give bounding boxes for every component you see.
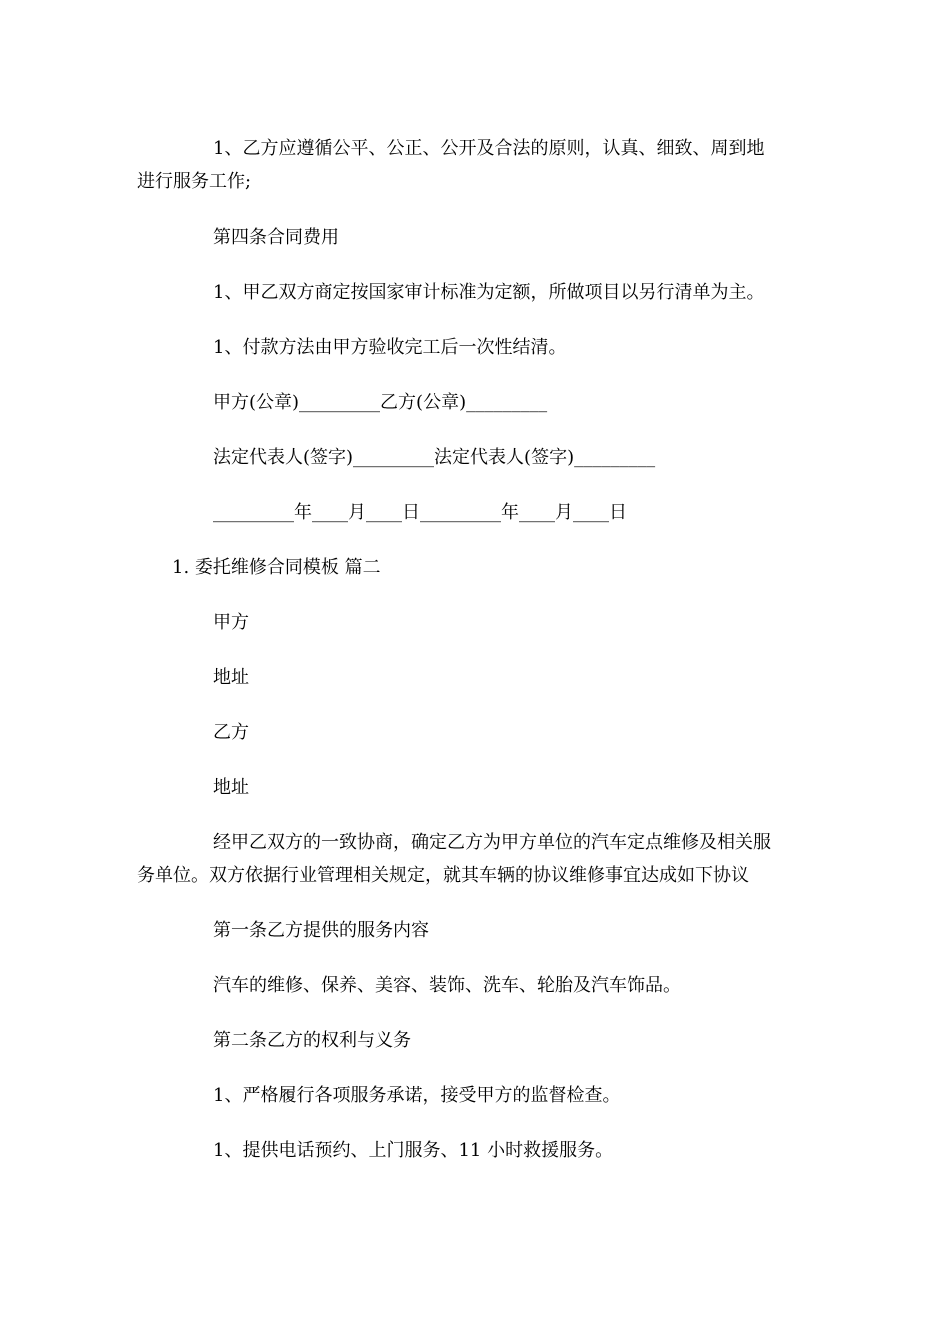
party-a-address-label: 地址 — [213, 667, 249, 688]
seal-line: 甲方(公章)_________乙方(公章)_________ — [213, 392, 548, 413]
section-two-heading: 1. 委托维修合同模板 篇二 — [172, 557, 381, 578]
article-two-heading: 第二条乙方的权利与义务 — [213, 1030, 411, 1051]
service-content-text: 汽车的维修、保养、美容、装饰、洗车、轮胎及汽车饰品。 — [213, 975, 681, 996]
agreement-intro-line-2: 务单位。双方依据行业管理相关规定，就其车辆的协议维修事宜达成如下协议 — [137, 865, 749, 886]
clause-fee-standard: 1、甲乙双方商定按国家审计标准为定额，所做项目以另行清单为主。 — [213, 282, 765, 303]
article-four-heading: 第四条合同费用 — [213, 227, 339, 248]
agreement-intro-line-1: 经甲乙双方的一致协商，确定乙方为甲方单位的汽车定点维修及相关服 — [213, 832, 771, 853]
representative-signature-line: 法定代表人(签字)_________法定代表人(签字)_________ — [213, 447, 656, 468]
clause-principle-line-2: 进行服务工作; — [137, 171, 252, 192]
date-line: _________年____月____日_________年____月____日 — [213, 502, 627, 523]
clause-rescue-service: 1、提供电话预约、上门服务、11 小时救援服务。 — [213, 1140, 614, 1161]
party-a-label: 甲方 — [213, 612, 249, 633]
clause-payment-method: 1、付款方法由甲方验收完工后一次性结清。 — [213, 337, 567, 358]
party-b-label: 乙方 — [213, 722, 249, 743]
clause-service-commitment: 1、严格履行各项服务承诺，接受甲方的监督检查。 — [213, 1085, 621, 1106]
party-b-address-label: 地址 — [213, 777, 249, 798]
clause-principle-line-1: 1、乙方应遵循公平、公正、公开及合法的原则，认真、细致、周到地 — [213, 138, 765, 159]
article-one-heading: 第一条乙方提供的服务内容 — [213, 920, 429, 941]
